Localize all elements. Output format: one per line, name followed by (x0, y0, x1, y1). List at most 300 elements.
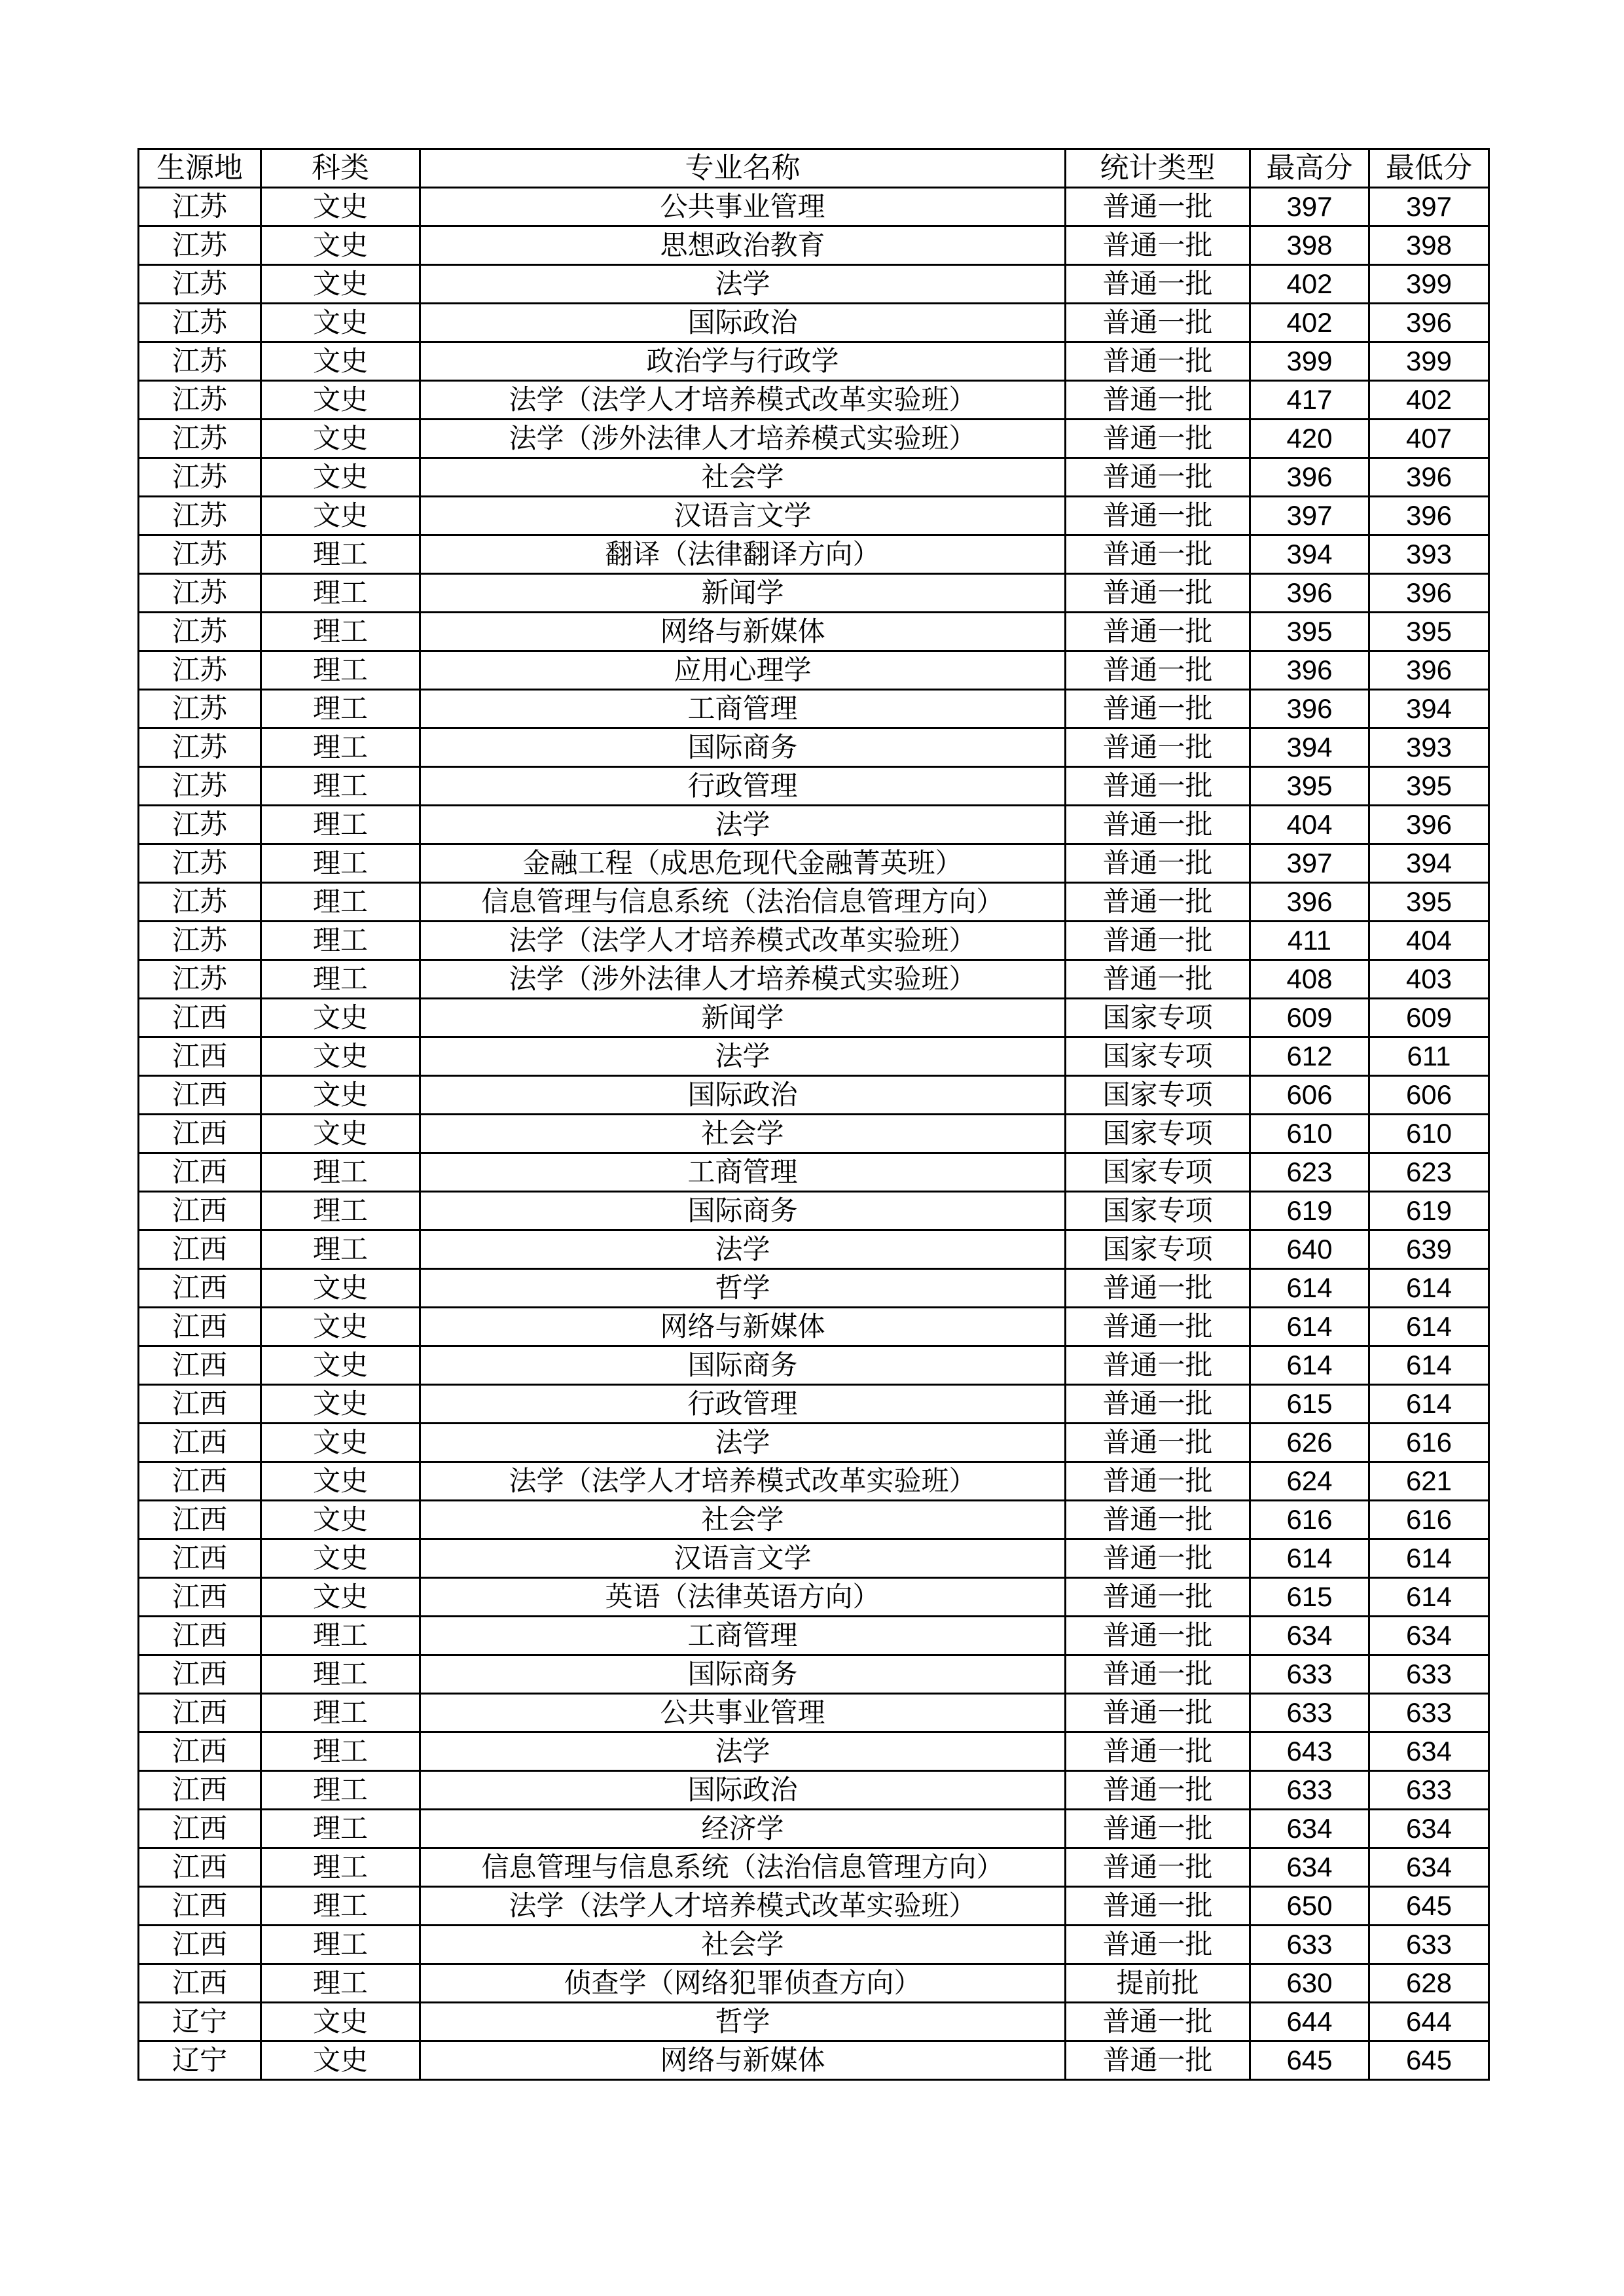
cell-major: 哲学 (420, 2003, 1066, 2041)
cell-min-score: 402 (1369, 381, 1489, 420)
table-row (139, 420, 1489, 458)
cell-major: 汉语言文学 (420, 1539, 1066, 1578)
cell-major: 哲学 (420, 1269, 1066, 1308)
cell-max-score: 633 (1250, 1926, 1369, 1964)
cell-major: 行政管理 (420, 1385, 1066, 1424)
cell-origin: 江西 (139, 1964, 261, 2003)
cell-origin: 江苏 (139, 265, 261, 304)
column-header-origin: 生源地 (139, 149, 261, 188)
table-row (139, 342, 1489, 381)
cell-stat-type: 普通一批 (1066, 844, 1250, 883)
cell-min-score: 396 (1369, 651, 1489, 690)
cell-stat-type: 普通一批 (1066, 922, 1250, 960)
column-header-min-score: 最低分 (1369, 149, 1489, 188)
cell-max-score: 650 (1250, 1887, 1369, 1926)
table-row (139, 883, 1489, 922)
cell-origin: 江苏 (139, 806, 261, 844)
cell-stat-type: 普通一批 (1066, 690, 1250, 728)
cell-category: 理工 (261, 806, 420, 844)
table-row (139, 806, 1489, 844)
cell-category: 理工 (261, 1887, 420, 1926)
admission-scores-table (137, 148, 1490, 2081)
cell-origin: 江苏 (139, 226, 261, 265)
cell-stat-type: 提前批 (1066, 1964, 1250, 2003)
cell-min-score: 606 (1369, 1076, 1489, 1115)
cell-min-score: 614 (1369, 1385, 1489, 1424)
table-row (139, 535, 1489, 574)
cell-category: 文史 (261, 1385, 420, 1424)
cell-max-score: 614 (1250, 1539, 1369, 1578)
cell-category: 文史 (261, 1037, 420, 1076)
table-row (139, 1076, 1489, 1115)
cell-min-score: 628 (1369, 1964, 1489, 2003)
cell-stat-type: 普通一批 (1066, 1926, 1250, 1964)
cell-max-score: 396 (1250, 690, 1369, 728)
cell-min-score: 395 (1369, 613, 1489, 651)
cell-category: 理工 (261, 1694, 420, 1732)
cell-max-score: 614 (1250, 1269, 1369, 1308)
cell-max-score: 634 (1250, 1810, 1369, 1848)
cell-major: 法学 (420, 806, 1066, 844)
cell-max-score: 395 (1250, 767, 1369, 806)
cell-stat-type: 普通一批 (1066, 1617, 1250, 1655)
cell-stat-type: 普通一批 (1066, 2041, 1250, 2080)
cell-min-score: 616 (1369, 1501, 1489, 1539)
cell-stat-type: 普通一批 (1066, 883, 1250, 922)
cell-origin: 江苏 (139, 304, 261, 342)
table-row (139, 767, 1489, 806)
cell-max-score: 634 (1250, 1617, 1369, 1655)
cell-min-score: 633 (1369, 1694, 1489, 1732)
column-header-major: 专业名称 (420, 149, 1066, 188)
cell-min-score: 614 (1369, 1578, 1489, 1617)
table-row (139, 1655, 1489, 1694)
cell-major: 国际政治 (420, 1771, 1066, 1810)
cell-max-score: 397 (1250, 844, 1369, 883)
cell-origin: 江苏 (139, 767, 261, 806)
cell-stat-type: 普通一批 (1066, 458, 1250, 497)
cell-stat-type: 普通一批 (1066, 806, 1250, 844)
cell-category: 文史 (261, 2003, 420, 2041)
cell-major: 国际商务 (420, 1346, 1066, 1385)
cell-stat-type: 普通一批 (1066, 767, 1250, 806)
table-row (139, 1153, 1489, 1192)
table-row (139, 1037, 1489, 1076)
cell-min-score: 396 (1369, 497, 1489, 535)
cell-min-score: 614 (1369, 1269, 1489, 1308)
cell-origin: 江西 (139, 1810, 261, 1848)
table-row (139, 960, 1489, 999)
cell-origin: 江西 (139, 1230, 261, 1269)
cell-origin: 江西 (139, 1424, 261, 1462)
cell-max-score: 645 (1250, 2041, 1369, 2080)
cell-max-score: 404 (1250, 806, 1369, 844)
cell-origin: 江苏 (139, 883, 261, 922)
cell-stat-type: 普通一批 (1066, 1887, 1250, 1926)
cell-major: 国际商务 (420, 728, 1066, 767)
cell-stat-type: 普通一批 (1066, 1539, 1250, 1578)
cell-origin: 江西 (139, 1462, 261, 1501)
cell-origin: 江苏 (139, 960, 261, 999)
cell-stat-type: 普通一批 (1066, 1578, 1250, 1617)
table-row (139, 226, 1489, 265)
cell-category: 文史 (261, 226, 420, 265)
cell-origin: 江苏 (139, 613, 261, 651)
cell-max-score: 408 (1250, 960, 1369, 999)
table-row (139, 381, 1489, 420)
cell-stat-type: 普通一批 (1066, 1694, 1250, 1732)
cell-category: 理工 (261, 922, 420, 960)
column-header-category: 科类 (261, 149, 420, 188)
table-row (139, 922, 1489, 960)
cell-min-score: 396 (1369, 458, 1489, 497)
cell-max-score: 396 (1250, 651, 1369, 690)
cell-max-score: 615 (1250, 1385, 1369, 1424)
cell-major: 社会学 (420, 1501, 1066, 1539)
cell-category: 理工 (261, 728, 420, 767)
cell-origin: 江西 (139, 1617, 261, 1655)
cell-major: 社会学 (420, 1115, 1066, 1153)
cell-major: 工商管理 (420, 690, 1066, 728)
cell-min-score: 395 (1369, 767, 1489, 806)
cell-major: 金融工程（成思危现代金融菁英班） (420, 844, 1066, 883)
cell-major: 国际政治 (420, 304, 1066, 342)
cell-stat-type: 普通一批 (1066, 1732, 1250, 1771)
cell-min-score: 396 (1369, 806, 1489, 844)
cell-category: 文史 (261, 1076, 420, 1115)
cell-stat-type: 普通一批 (1066, 2003, 1250, 2041)
cell-max-score: 402 (1250, 304, 1369, 342)
cell-stat-type: 普通一批 (1066, 342, 1250, 381)
table-row (139, 999, 1489, 1037)
cell-major: 公共事业管理 (420, 188, 1066, 226)
cell-max-score: 396 (1250, 574, 1369, 613)
cell-max-score: 623 (1250, 1153, 1369, 1192)
cell-max-score: 614 (1250, 1346, 1369, 1385)
cell-min-score: 634 (1369, 1848, 1489, 1887)
cell-max-score: 394 (1250, 728, 1369, 767)
cell-stat-type: 普通一批 (1066, 613, 1250, 651)
cell-major: 法学 (420, 1037, 1066, 1076)
cell-stat-type: 国家专项 (1066, 1076, 1250, 1115)
cell-origin: 江苏 (139, 381, 261, 420)
table-row (139, 1462, 1489, 1501)
cell-major: 行政管理 (420, 767, 1066, 806)
cell-category: 理工 (261, 613, 420, 651)
cell-category: 理工 (261, 1655, 420, 1694)
cell-major: 法学（法学人才培养模式改革实验班） (420, 1887, 1066, 1926)
cell-major: 工商管理 (420, 1617, 1066, 1655)
cell-max-score: 615 (1250, 1578, 1369, 1617)
table-row (139, 1115, 1489, 1153)
cell-major: 网络与新媒体 (420, 1308, 1066, 1346)
cell-origin: 江西 (139, 1539, 261, 1578)
cell-category: 文史 (261, 304, 420, 342)
cell-category: 文史 (261, 1308, 420, 1346)
cell-major: 法学（法学人才培养模式改革实验班） (420, 922, 1066, 960)
column-header-max-score: 最高分 (1250, 149, 1369, 188)
cell-category: 理工 (261, 767, 420, 806)
cell-major: 社会学 (420, 1926, 1066, 1964)
table-row (139, 1424, 1489, 1462)
cell-min-score: 393 (1369, 728, 1489, 767)
cell-min-score: 393 (1369, 535, 1489, 574)
cell-category: 理工 (261, 1810, 420, 1848)
cell-major: 法学 (420, 1230, 1066, 1269)
cell-min-score: 634 (1369, 1810, 1489, 1848)
cell-major: 国际商务 (420, 1655, 1066, 1694)
cell-stat-type: 国家专项 (1066, 1115, 1250, 1153)
table-row (139, 1230, 1489, 1269)
cell-stat-type: 国家专项 (1066, 1230, 1250, 1269)
cell-origin: 江西 (139, 1153, 261, 1192)
cell-stat-type: 普通一批 (1066, 728, 1250, 767)
table-row (139, 265, 1489, 304)
table-row (139, 1269, 1489, 1308)
cell-major: 国际政治 (420, 1076, 1066, 1115)
cell-min-score: 645 (1369, 1887, 1489, 1926)
cell-stat-type: 普通一批 (1066, 1346, 1250, 1385)
table-row (139, 690, 1489, 728)
cell-origin: 江西 (139, 1076, 261, 1115)
cell-major: 社会学 (420, 458, 1066, 497)
cell-origin: 江苏 (139, 535, 261, 574)
cell-category: 文史 (261, 1462, 420, 1501)
cell-max-score: 616 (1250, 1501, 1369, 1539)
cell-major: 英语（法律英语方向） (420, 1578, 1066, 1617)
cell-max-score: 610 (1250, 1115, 1369, 1153)
cell-stat-type: 普通一批 (1066, 1385, 1250, 1424)
cell-max-score: 633 (1250, 1655, 1369, 1694)
cell-category: 理工 (261, 651, 420, 690)
cell-category: 理工 (261, 1192, 420, 1230)
cell-major: 经济学 (420, 1810, 1066, 1848)
cell-origin: 江西 (139, 1115, 261, 1153)
cell-category: 文史 (261, 1424, 420, 1462)
cell-stat-type: 普通一批 (1066, 1462, 1250, 1501)
cell-origin: 江西 (139, 1346, 261, 1385)
cell-max-score: 626 (1250, 1424, 1369, 1462)
cell-max-score: 397 (1250, 497, 1369, 535)
cell-min-score: 397 (1369, 188, 1489, 226)
cell-max-score: 395 (1250, 613, 1369, 651)
cell-origin: 辽宁 (139, 2003, 261, 2041)
cell-stat-type: 普通一批 (1066, 574, 1250, 613)
cell-origin: 江西 (139, 1887, 261, 1926)
cell-origin: 江西 (139, 1655, 261, 1694)
cell-stat-type: 普通一批 (1066, 1269, 1250, 1308)
cell-category: 文史 (261, 458, 420, 497)
cell-min-score: 399 (1369, 342, 1489, 381)
cell-origin: 江苏 (139, 844, 261, 883)
cell-stat-type: 普通一批 (1066, 304, 1250, 342)
cell-major: 思想政治教育 (420, 226, 1066, 265)
cell-max-score: 397 (1250, 188, 1369, 226)
column-header-stat-type: 统计类型 (1066, 149, 1250, 188)
cell-category: 文史 (261, 420, 420, 458)
table-row (139, 1848, 1489, 1887)
cell-origin: 江苏 (139, 922, 261, 960)
cell-category: 理工 (261, 1926, 420, 1964)
cell-origin: 江苏 (139, 690, 261, 728)
cell-max-score: 633 (1250, 1771, 1369, 1810)
cell-max-score: 606 (1250, 1076, 1369, 1115)
cell-stat-type: 普通一批 (1066, 1308, 1250, 1346)
cell-major: 信息管理与信息系统（法治信息管理方向） (420, 883, 1066, 922)
cell-min-score: 633 (1369, 1771, 1489, 1810)
cell-major: 法学（法学人才培养模式改革实验班） (420, 381, 1066, 420)
cell-major: 法学 (420, 265, 1066, 304)
cell-category: 文史 (261, 342, 420, 381)
cell-stat-type: 普通一批 (1066, 960, 1250, 999)
cell-max-score: 402 (1250, 265, 1369, 304)
cell-major: 国际商务 (420, 1192, 1066, 1230)
cell-max-score: 640 (1250, 1230, 1369, 1269)
cell-category: 文史 (261, 1346, 420, 1385)
cell-max-score: 398 (1250, 226, 1369, 265)
cell-category: 理工 (261, 1230, 420, 1269)
cell-stat-type: 普通一批 (1066, 265, 1250, 304)
cell-stat-type: 普通一批 (1066, 535, 1250, 574)
cell-category: 文史 (261, 1501, 420, 1539)
cell-major: 信息管理与信息系统（法治信息管理方向） (420, 1848, 1066, 1887)
cell-category: 理工 (261, 1153, 420, 1192)
cell-min-score: 396 (1369, 304, 1489, 342)
table-row (139, 1732, 1489, 1771)
cell-stat-type: 普通一批 (1066, 497, 1250, 535)
cell-min-score: 621 (1369, 1462, 1489, 1501)
cell-category: 文史 (261, 1539, 420, 1578)
cell-min-score: 639 (1369, 1230, 1489, 1269)
cell-major: 法学（涉外法律人才培养模式实验班） (420, 420, 1066, 458)
cell-min-score: 634 (1369, 1617, 1489, 1655)
cell-category: 理工 (261, 1617, 420, 1655)
cell-category: 文史 (261, 265, 420, 304)
cell-category: 文史 (261, 1578, 420, 1617)
cell-min-score: 403 (1369, 960, 1489, 999)
cell-origin: 辽宁 (139, 2041, 261, 2080)
cell-max-score: 396 (1250, 458, 1369, 497)
cell-origin: 江苏 (139, 574, 261, 613)
cell-stat-type: 普通一批 (1066, 1771, 1250, 1810)
cell-stat-type: 国家专项 (1066, 1192, 1250, 1230)
cell-category: 文史 (261, 1115, 420, 1153)
cell-min-score: 394 (1369, 844, 1489, 883)
cell-min-score: 619 (1369, 1192, 1489, 1230)
table-row (139, 613, 1489, 651)
table-row (139, 728, 1489, 767)
cell-major: 汉语言文学 (420, 497, 1066, 535)
cell-min-score: 634 (1369, 1732, 1489, 1771)
cell-min-score: 609 (1369, 999, 1489, 1037)
cell-min-score: 404 (1369, 922, 1489, 960)
cell-min-score: 614 (1369, 1308, 1489, 1346)
cell-category: 理工 (261, 844, 420, 883)
cell-category: 理工 (261, 574, 420, 613)
cell-min-score: 611 (1369, 1037, 1489, 1076)
cell-category: 文史 (261, 497, 420, 535)
cell-origin: 江苏 (139, 188, 261, 226)
cell-max-score: 630 (1250, 1964, 1369, 2003)
cell-category: 文史 (261, 999, 420, 1037)
cell-origin: 江西 (139, 999, 261, 1037)
cell-major: 应用心理学 (420, 651, 1066, 690)
table-row (139, 1578, 1489, 1617)
table-row (139, 574, 1489, 613)
table-row (139, 651, 1489, 690)
cell-origin: 江西 (139, 1694, 261, 1732)
cell-min-score: 633 (1369, 1926, 1489, 1964)
cell-stat-type: 普通一批 (1066, 1424, 1250, 1462)
cell-min-score: 394 (1369, 690, 1489, 728)
cell-major: 新闻学 (420, 574, 1066, 613)
cell-category: 理工 (261, 1771, 420, 1810)
cell-min-score: 614 (1369, 1539, 1489, 1578)
table-row (139, 1346, 1489, 1385)
cell-max-score: 612 (1250, 1037, 1369, 1076)
cell-stat-type: 普通一批 (1066, 651, 1250, 690)
cell-stat-type: 国家专项 (1066, 1037, 1250, 1076)
table-row (139, 1617, 1489, 1655)
cell-major: 政治学与行政学 (420, 342, 1066, 381)
cell-stat-type: 普通一批 (1066, 420, 1250, 458)
cell-origin: 江西 (139, 1501, 261, 1539)
cell-category: 理工 (261, 883, 420, 922)
cell-category: 文史 (261, 188, 420, 226)
cell-major: 翻译（法律翻译方向） (420, 535, 1066, 574)
cell-origin: 江西 (139, 1732, 261, 1771)
cell-stat-type: 国家专项 (1066, 1153, 1250, 1192)
cell-major: 公共事业管理 (420, 1694, 1066, 1732)
cell-origin: 江苏 (139, 342, 261, 381)
table-row (139, 1926, 1489, 1964)
cell-stat-type: 普通一批 (1066, 1655, 1250, 1694)
cell-category: 文史 (261, 1269, 420, 1308)
cell-origin: 江西 (139, 1926, 261, 1964)
table-row (139, 844, 1489, 883)
header-row (139, 149, 1489, 188)
cell-category: 理工 (261, 1848, 420, 1887)
cell-max-score: 411 (1250, 922, 1369, 960)
cell-min-score: 610 (1369, 1115, 1489, 1153)
cell-stat-type: 普通一批 (1066, 1501, 1250, 1539)
cell-major: 新闻学 (420, 999, 1066, 1037)
cell-min-score: 395 (1369, 883, 1489, 922)
cell-max-score: 619 (1250, 1192, 1369, 1230)
table-row (139, 188, 1489, 226)
cell-major: 法学 (420, 1424, 1066, 1462)
table-row (139, 497, 1489, 535)
cell-category: 理工 (261, 535, 420, 574)
cell-category: 理工 (261, 960, 420, 999)
cell-origin: 江苏 (139, 458, 261, 497)
cell-category: 文史 (261, 2041, 420, 2080)
cell-category: 理工 (261, 1732, 420, 1771)
cell-origin: 江苏 (139, 728, 261, 767)
cell-max-score: 417 (1250, 381, 1369, 420)
cell-min-score: 623 (1369, 1153, 1489, 1192)
cell-category: 理工 (261, 690, 420, 728)
cell-origin: 江西 (139, 1269, 261, 1308)
cell-stat-type: 普通一批 (1066, 1848, 1250, 1887)
cell-major: 法学（涉外法律人才培养模式实验班） (420, 960, 1066, 999)
cell-max-score: 633 (1250, 1694, 1369, 1732)
cell-min-score: 645 (1369, 2041, 1489, 2080)
cell-origin: 江苏 (139, 497, 261, 535)
cell-origin: 江西 (139, 1037, 261, 1076)
cell-min-score: 616 (1369, 1424, 1489, 1462)
cell-major: 侦查学（网络犯罪侦查方向） (420, 1964, 1066, 2003)
